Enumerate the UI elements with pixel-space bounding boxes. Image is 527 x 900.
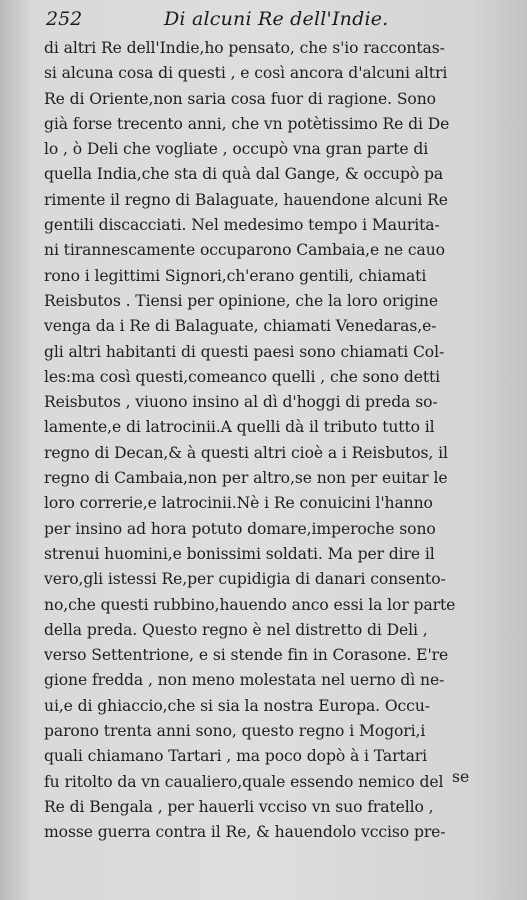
text-line: venga da i Re di Balaguate, chiamati Venedaras,e-	[44, 317, 437, 336]
running-title: Di alcuni Re dell'Indie.	[164, 8, 389, 30]
text-line: quella India,che sta di quà dal Gange, & occupò pa	[44, 165, 444, 184]
text-line: fu ritolto da vn caualiero,quale essendo nemico del	[44, 772, 444, 791]
text-line: Reisbutos . Tiensi per opinione, che la loro origine	[44, 291, 438, 310]
text-line: lamente,e di latrocinii.A quelli dà il tributo tutto il	[44, 418, 435, 437]
page-number: 252	[46, 8, 83, 30]
catchword: se	[452, 768, 470, 786]
text-line: strenui huomini,e bonissimi soldati. Ma per dire il	[44, 544, 435, 563]
text-line: regno di Cambaia,non per altro,se non per euitar le	[44, 469, 448, 488]
text-line: gione fredda , non meno molestata nel uerno dì ne-	[44, 671, 445, 690]
text-line: della preda. Questo regno è nel distretto di Deli ,	[44, 620, 428, 639]
text-line: ui,e di ghiaccio,che si sia la nostra Europa. Occu-	[44, 696, 430, 715]
text-line: rono i legittimi Signori,ch'erano gentili, chiamati	[44, 266, 427, 285]
text-line: già forse trecento anni, che vn potètissimo Re di De	[44, 114, 450, 133]
text-line: quali chiamano Tartari , ma poco dopò à i Tartari	[44, 747, 428, 766]
text-line: di altri Re dell'Indie,ho pensato, che s'io raccontas-	[44, 39, 445, 57]
text-line: loro correrie,e latrocinii.Nè i Re conuicini l'hanno	[44, 494, 433, 513]
text-line: mosse guerra contra il Re, & hauendolo vcciso pre-	[44, 823, 446, 842]
text-line: ni tirannescamente occuparono Cambaia,e ne cauo	[44, 241, 445, 260]
text-line: no,che questi rubbino,hauendo anco essi la lor parte	[44, 595, 456, 614]
text-line: Re di Oriente,non saria cosa fuor di ragione. Sono	[44, 89, 436, 108]
text-line: parono trenta anni sono, questo regno i Mogori,i	[44, 722, 426, 741]
text-line: les:ma così questi,comeanco quelli , che sono detti	[44, 367, 441, 386]
text-line: verso Settentrione, e si stende fin in Corasone. E're	[44, 646, 449, 665]
text-line: Reisbutos , viuono insino al dì d'hoggi di preda so-	[44, 393, 438, 412]
body-text	[44, 36, 502, 846]
text-line: gli altri habitanti di questi paesi sono chiamati Col-	[44, 342, 445, 361]
text-line: per insino ad hora potuto domare,imperoche sono	[44, 519, 436, 538]
text-line: regno di Decan,& à questi altri cioè a i Reisbutos, il	[44, 443, 448, 462]
page-header	[44, 8, 499, 36]
text-line: lo , ò Deli che vogliate , occupò vna gran parte di	[44, 140, 429, 159]
text-line: si alcuna cosa di questi , e così ancora d'alcuni altri	[44, 64, 448, 83]
text-line: gentili discacciati. Nel medesimo tempo i Maurita-	[44, 216, 440, 235]
text-line: rimente il regno di Balaguate, hauendone alcuni Re	[44, 190, 448, 209]
text-line: vero,gli istessi Re,per cupidigia di danari consento-	[44, 570, 446, 589]
text-line: Re di Bengala , per hauerli vcciso vn suo fratello ,	[44, 797, 434, 816]
